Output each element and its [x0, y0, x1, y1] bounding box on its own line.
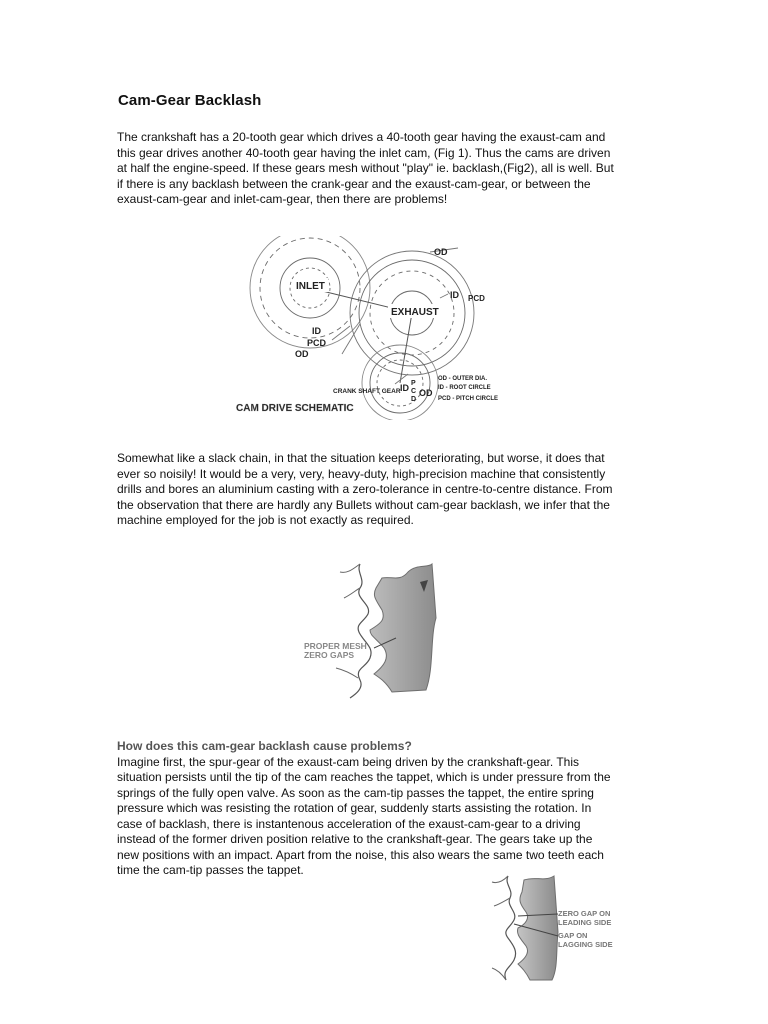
legend-od: OD - OUTER DIA. [438, 376, 487, 382]
leading-side-label: LEADING SIDE [558, 918, 612, 927]
od-top-label: OD [434, 247, 448, 257]
zero-gap-on-label: ZERO GAP ON [558, 909, 611, 918]
backlash-driven-gear [517, 876, 558, 980]
id-left-label: ID [312, 326, 321, 336]
cam-drive-schematic-figure [230, 236, 520, 420]
proper-mesh-label: PROPER MESH [304, 641, 367, 651]
backlash-driving-gear [505, 876, 516, 980]
lagging-side-label: LAGGING SIDE [558, 940, 613, 949]
backlash-gap-figure [484, 872, 624, 984]
driving-gear-teeth [350, 564, 371, 698]
exhaust-gear-label: EXHAUST [391, 307, 439, 318]
intro-paragraph: The crankshaft has a 20-tooth gear which drives a 40-tooth gear having the exaust-cam and this gear drives another 40-tooth gear having the inlet cam, (Fig 1). Thus the cams are driven at half the engine-speed. If these gears mesh without "play" ie. backlash,(Fig2), all is well. But if there is any backlash between the crank-gear and the exaust-cam-gear, or between the exaust-cam-gear and inlet-cam-gear, then there are problems! [117, 130, 614, 206]
pcd-right-label: PCD [468, 294, 485, 303]
id-right-label: ID [450, 290, 459, 300]
problems-paragraph: Imagine first, the spur-gear of the exaust-cam being driven by the crankshaft-gear. This situation persists until the tip of the cam reaches the tappet, which is under pressure from the springs of the fully open valve. As soon as the cam-tip passes the tappet, the entire spring pressure which was resisting the rotation of gear, suddenly starts assisting the rotation. In case of backlash, there is instantenous acceleration of the exaust-cam-gear to a driving instead of the former driven position relative to the crankshaft-gear. The gears take up the new positions with an impact. Apart from the noise, this also wears the same two teeth each time the cam-tip passes the tappet. [117, 754, 611, 877]
page-title: Cam-Gear Backlash [118, 92, 262, 109]
legend-pcd: PCD - PITCH CIRCLE [438, 396, 498, 402]
pcd-left-label: PCD [307, 338, 327, 348]
gap-on-label: GAP ON [558, 931, 588, 940]
slack-chain-paragraph: Somewhat like a slack chain, in that the situation keeps deteriorating, but worse, it does that ever so noisily! It would be a very, very, heavy-duty, high-precision machine that consistently drills and bores an aluminium casting with a zero-tolerance in centre-to-centre distance. From the observation that there are hardly any Bullets without cam-gear backlash, we infer that the machine employed for the job is not exactly as required. [117, 451, 613, 527]
od-left-label: OD [295, 349, 309, 359]
proper-mesh-figure [300, 558, 445, 700]
id-crank-label: ID [400, 383, 409, 393]
pcd-letter-p: P [411, 380, 416, 387]
pcd-letter-d: D [411, 396, 417, 403]
od-crank-label: OD [419, 388, 433, 398]
problems-section [117, 739, 611, 879]
legend-id: ID - ROOT CIRCLE [438, 385, 491, 391]
inlet-gear-label: INLET [296, 281, 325, 292]
problems-subheading: How does this cam-gear backlash cause problems? [117, 739, 412, 753]
figure-caption: CAM DRIVE SCHEMATIC [236, 403, 354, 414]
pcd-letter-c: C [411, 388, 417, 395]
crank-shaft-gear-label: CRANK SHAFT GEAR [333, 388, 401, 395]
zero-gaps-label: ZERO GAPS [304, 650, 355, 660]
